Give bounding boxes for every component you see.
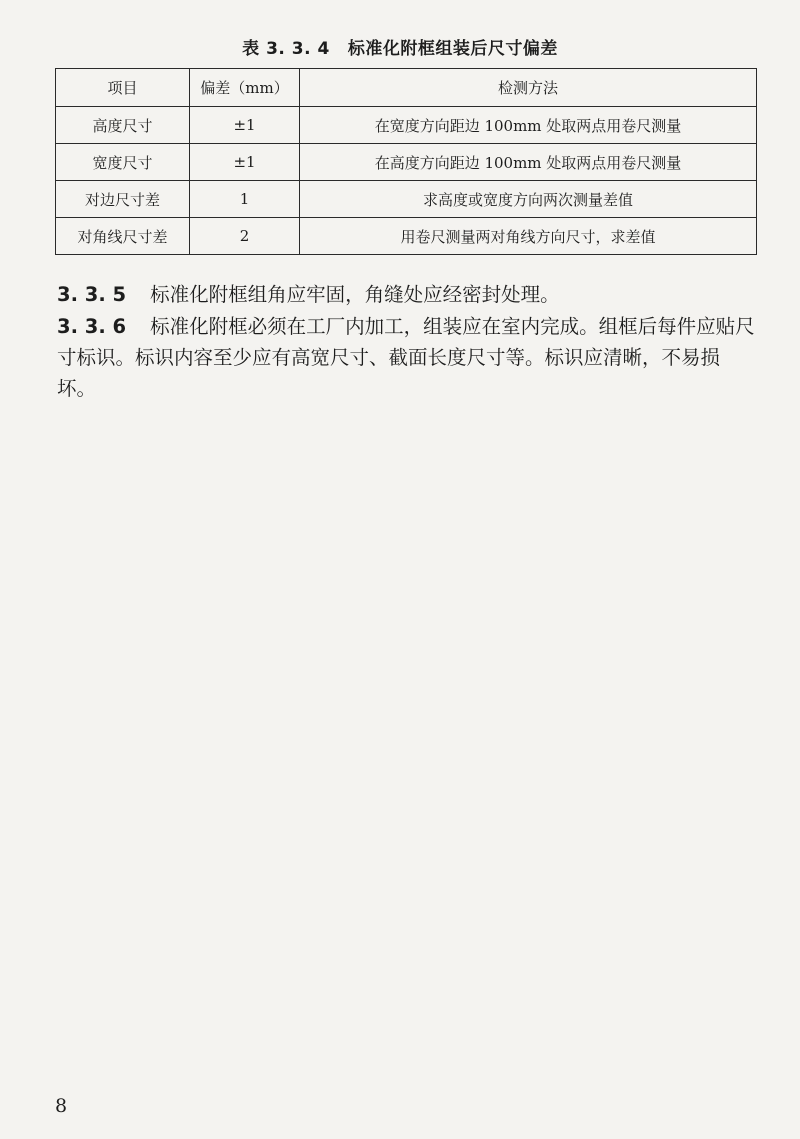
table-row <box>56 107 757 144</box>
table-header-row <box>56 69 757 107</box>
cell-deviation: 1 <box>190 181 300 218</box>
clause-3-3-6 <box>57 311 757 404</box>
table-row <box>56 144 757 181</box>
clause-3-3-5 <box>57 279 757 310</box>
cell-deviation: ±1 <box>190 107 300 144</box>
clause-text: 标准化附框必须在工厂内加工，组装应在室内完成。组框后每件应贴尺寸标识。标识内容至少应有高宽尺寸、截面长度尺寸等。标识应清晰，不易损坏。 <box>57 315 755 400</box>
cell-method: 求高度或宽度方向两次测量差值 <box>300 181 757 218</box>
table-caption-title: 标准化附框组装后尺寸偏差 <box>347 39 558 59</box>
cell-item: 高度尺寸 <box>56 107 190 144</box>
clause-text: 标准化附框组角应牢固，角缝处应经密封处理。 <box>150 283 560 306</box>
header-method: 检测方法 <box>300 69 757 107</box>
cell-item: 对角线尺寸差 <box>56 218 190 255</box>
table-caption-number: 表 3. 3. 4 <box>242 39 330 59</box>
header-deviation: 偏差（mm） <box>190 69 300 107</box>
cell-method: 用卷尺测量两对角线方向尺寸，求差值 <box>300 218 757 255</box>
cell-method: 在宽度方向距边 100mm 处取两点用卷尺测量 <box>300 107 757 144</box>
cell-item: 宽度尺寸 <box>56 144 190 181</box>
cell-item: 对边尺寸差 <box>56 181 190 218</box>
table-row <box>56 218 757 255</box>
header-item: 项目 <box>56 69 190 107</box>
cell-deviation: ±1 <box>190 144 300 181</box>
table-row <box>56 181 757 218</box>
table-caption <box>0 34 800 59</box>
cell-deviation: 2 <box>190 218 300 255</box>
clause-number: 3. 3. 5 <box>57 283 127 306</box>
clause-number: 3. 3. 6 <box>57 315 127 338</box>
deviation-table <box>55 68 757 255</box>
cell-method: 在高度方向距边 100mm 处取两点用卷尺测量 <box>300 144 757 181</box>
page-number: 8 <box>55 1095 68 1117</box>
